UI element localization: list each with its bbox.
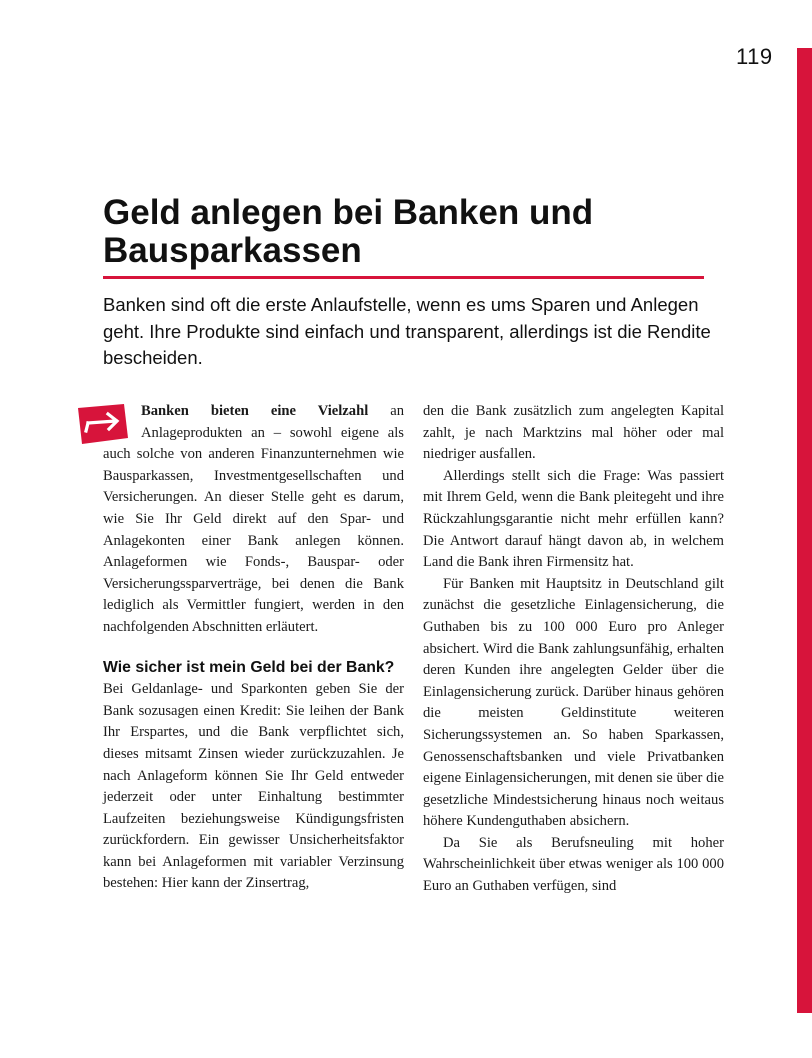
left-column — [103, 401, 404, 895]
page-title: Geld anlegen bei Banken und Bausparkassen — [103, 193, 594, 270]
section-subheading: Wie sicher ist mein Geld bei der Bank? — [103, 658, 395, 676]
body-paragraph: Bei Geldanlage- und Sparkonten geben Sie der Bank sozusagen einen Kredit: Sie leihen der Bank Ihr Erspartes, und die Bank verpflichtet sich, dieses mitsamt Zinsen wieder zurückzuzahlen. Je nach Anlageform können Sie Ihr Geld entweder jederzeit oder unter Einhaltung bestimmter Laufzeiten beziehungsweise Kündigungsfristen zurückfordern. Ein gewisser Unsicherheitsfaktor kann bei Anlageformen mit variabler Verzinsung bestehen: Hier kann der Zinsertrag, — [103, 681, 404, 892]
marker-gap — [103, 401, 141, 444]
body-paragraph: den die Bank zusätzlich zum angelegten Kapital zahlt, je nach Marktzins mal höher oder mal niedriger ausfallen. — [423, 403, 724, 463]
body-paragraph: Da Sie als Berufsneuling mit hoher Wahrscheinlichkeit über etwas weniger als 100 000 Euro an Guthaben verfügen, sind — [423, 834, 724, 895]
lead-text: an Anlageprodukten an – sowohl eigene als auch solche von anderen Finanzunternehmen wie Bausparkassen, Investmentgesellschaften und Versicherungen. An dieser Stelle geht es darum, wie Sie Ihr Geld direkt auf den Spar- und Anlagekonten einer Bank anlegen können. Anlageformen wie Fonds-, Bauspar- oder Versicherungssparverträge, bei denen die Bank lediglich als Vermittler fungiert, werden in den nachfolgenden Abschnitten erläutert. — [103, 403, 404, 635]
intro-text: Banken sind oft die erste Anlaufstelle, wenn es ums Sparen und Anlegen geht. Ihre Produkte sind einfach und transparent, allerdings ist die Rendite bescheiden. — [103, 294, 711, 368]
lead-bold-text: Banken bieten eine Vielzahl — [141, 403, 369, 419]
title-underline — [103, 276, 704, 279]
side-accent-bar — [797, 48, 812, 1013]
lead-paragraph — [103, 401, 404, 639]
body-paragraph: Für Banken mit Hauptsitz in Deutschland gilt zunächst die gesetzliche Einlagensicherung, die Guthaben bis zu 100 000 Euro pro Anleger absichert. Wird die Bank zahlungsunfähig, erhalten deren Kunden ihre angelegten Gelder über die Einlagensicherung zurück. Darüber hinaus gehören die meisten Geldinstitute weiteren Sicherungssystemen an. So haben Sparkassen, Genossenschaftsbanken und viele Privatbanken eigene Einlagensicherungen, mit denen sie über die gesetzliche Mindestsicherung hinaus noch weitaus höhere Kundenguthaben absichern. — [423, 575, 724, 830]
body-paragraph: Allerdings stellt sich die Frage: Was passiert mit Ihrem Geld, wenn die Bank pleitegeht und ihre Rückzahlungsgarantie nicht mehr erfüllen kann? Die Antwort darauf hängt davon ab, in welchem Land die Bank ihren Firmensitz hat. — [423, 467, 724, 571]
right-column — [423, 401, 724, 898]
page-number: 119 — [736, 44, 773, 69]
